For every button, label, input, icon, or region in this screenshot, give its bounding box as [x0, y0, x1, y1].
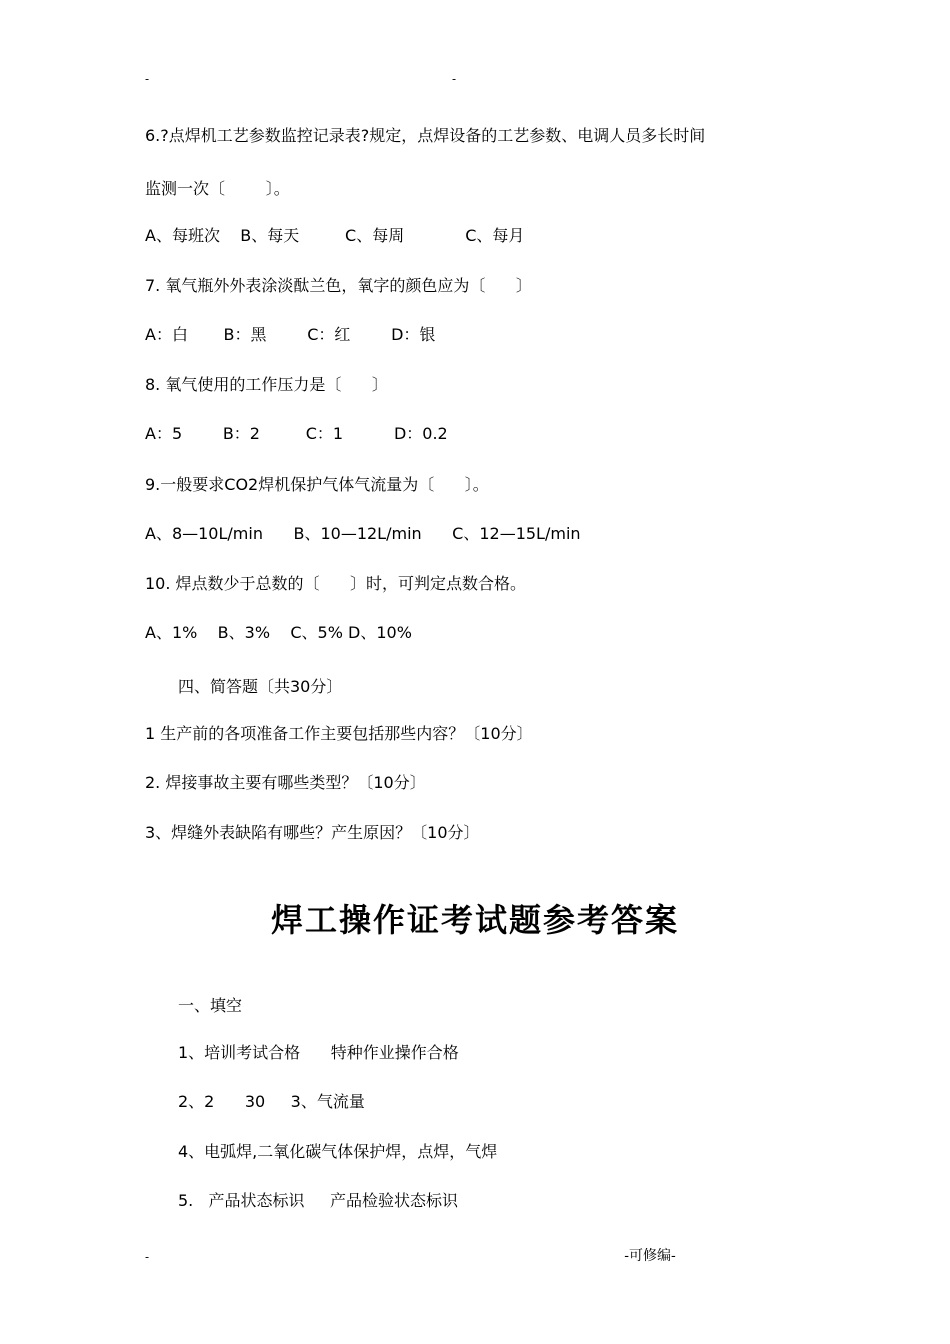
answer-5: 5. 产品状态标识 产品检验状态标识: [178, 1191, 458, 1210]
question-7: 7. 氧气瓶外外表涂淡酞兰色，氧字的颜色应为〔 〕: [145, 276, 532, 295]
question-9: 9.一般要求CO2焊机保护气体气流量为〔 〕。: [145, 475, 489, 494]
question-8-options: A：5 B：2 C：1 D：0.2: [145, 424, 448, 443]
header-mark-left: -: [145, 72, 150, 86]
question-7-options: A：白 B：黑 C：红 D：银: [145, 325, 436, 344]
question-6-line-2: 监测一次〔 〕。: [145, 179, 290, 198]
question-10: 10. 焊点数少于总数的〔 〕时，可判定点数合格。: [145, 574, 527, 593]
short-answer-3: 3、焊缝外表缺陷有哪些？产生原因？〔10分〕: [145, 823, 480, 842]
question-9-options: A、8—10L/min B、10—12L/min C、12—15L/min: [145, 524, 581, 543]
question-10-options: A、1% B、3% C、5% D、10%: [145, 623, 412, 642]
short-answer-2: 2. 焊接事故主要有哪些类型？〔10分〕: [145, 773, 426, 792]
answers-heading: 一、填空: [178, 996, 243, 1015]
question-6-options: A、每班次 B、每天 C、每周 C、每月: [145, 226, 525, 245]
footer-editable-label: -可修编-: [624, 1248, 676, 1264]
answer-2-3: 2、2 30 3、气流量: [178, 1092, 365, 1111]
answer-4: 4、电弧焊,二氧化碳气体保护焊，点焊，气焊: [178, 1142, 498, 1161]
answers-title: 焊工操作证考试题参考答案: [270, 901, 679, 939]
answer-1: 1、培训考试合格 特种作业操作合格: [178, 1043, 459, 1062]
question-8: 8. 氧气使用的工作压力是〔 〕: [145, 375, 388, 394]
header-mark-right: -: [452, 72, 457, 86]
question-6-line-1: 6.?点焊机工艺参数监控记录表?规定，点焊设备的工艺参数、电调人员多长时间: [145, 126, 706, 145]
section-4-heading: 四、简答题〔共30分〕: [178, 677, 343, 696]
footer-mark-left: -: [145, 1250, 150, 1264]
short-answer-1: 1 生产前的各项准备工作主要包括那些内容？〔10分〕: [145, 724, 533, 743]
